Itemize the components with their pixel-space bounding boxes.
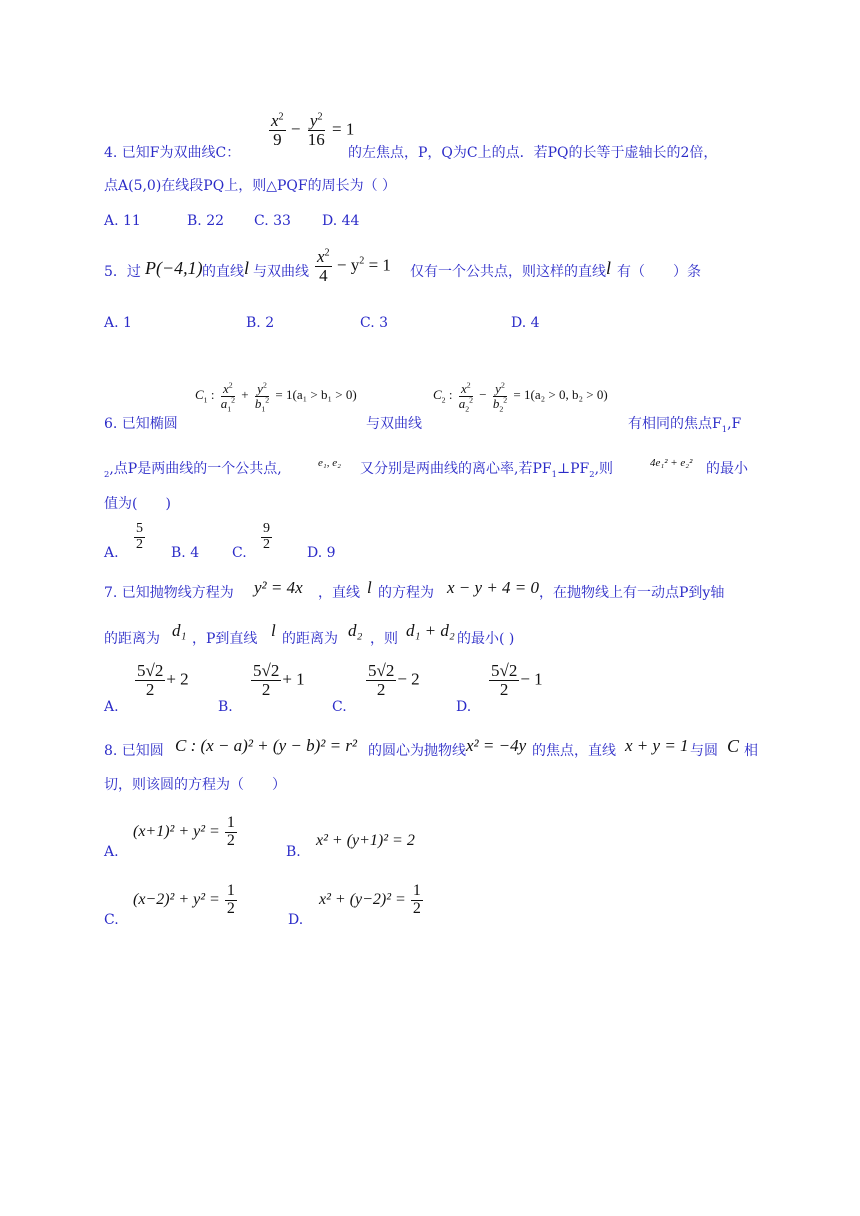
q8-opt-d-num: 1 — [412, 882, 421, 899]
q6-opt-c-num: 9 — [263, 521, 270, 536]
q7-line2-e: 的最小( ) — [457, 631, 515, 647]
q5-prefix: 5．过 — [104, 264, 141, 280]
q6-hyperbola-equation: $C_2$ : $\frac{x^2}{a_2^2}$ − $\frac{y^2}{b_2^2}$ = 1(a₂ > 0, b₂ > 0) — [433, 380, 608, 414]
q7-suffix: ，在抛物线上有一动点P到y轴 — [539, 585, 725, 601]
q4-equation: $\frac{x^2}{9}$ − $\frac{y^2}{16}$ = 1 — [271, 111, 355, 149]
q4-eq-num2: y — [309, 111, 318, 130]
q8-option-a-value — [133, 815, 238, 850]
q7-mid2: 的方程为 — [378, 585, 434, 601]
q6-line2-sub: 2 — [104, 468, 110, 479]
q7-option-d-label: D. — [456, 699, 472, 715]
q5-line-l2: l — [606, 258, 612, 278]
q8-opt-d-den: 2 — [412, 899, 421, 917]
q6-option-c-value — [260, 522, 273, 552]
q6-mid: 与双曲线 — [366, 416, 422, 432]
q6-suffix: 有相同的焦点F — [628, 416, 722, 432]
q4-eq-num1: x — [271, 111, 279, 130]
q4-option-b: B. 22 — [187, 213, 225, 229]
q6-expression: 4e₁² + e₂² — [650, 457, 693, 469]
q5-line-l: l — [244, 258, 250, 278]
q5-option-c: C. 3 — [360, 315, 389, 331]
q7-opt-c-tail: − 2 — [397, 669, 420, 689]
q7-line-l: l — [367, 578, 372, 597]
q7-opt-b-num: 5√2 — [253, 661, 280, 680]
q7-line2-b: ，P到直线 — [192, 631, 258, 647]
q8-option-d-label: D. — [288, 912, 304, 928]
q8-line: x + y = 1 — [625, 736, 689, 755]
q8-opt-c-num: 1 — [226, 882, 235, 899]
q6-option-d: D. 9 — [307, 545, 336, 561]
q8-option-b-label: B. — [286, 844, 301, 860]
q7-opt-a-tail: + 2 — [166, 669, 189, 689]
q4-option-c: C. 33 — [254, 213, 291, 229]
q6-line2-d: 的最小 — [706, 461, 748, 477]
q6-prefix: 6. 已知椭圆 — [104, 416, 178, 432]
q8-mid3: 与圆 — [690, 743, 718, 759]
q6-eccentricities: e₁, e₂ — [318, 457, 341, 469]
q8-mid1: 的圆心为抛物线 — [368, 743, 466, 759]
q7-d2: d₂ — [348, 621, 363, 640]
q5-mid3: 仅有一个公共点，则这样的直线 — [410, 264, 606, 280]
q5-option-a: A. 1 — [104, 315, 132, 331]
q7-option-a-value — [134, 662, 189, 699]
q7-line2-a: 的距离为 — [104, 631, 160, 647]
q6-opt-a-den: 2 — [136, 536, 143, 552]
q7-line-l2: l — [271, 621, 276, 640]
q7-mid1: ，直线 — [318, 585, 360, 601]
q7-line2-d: ，则 — [370, 631, 398, 647]
q7-option-b-value — [250, 662, 305, 699]
q6-opt-c-den: 2 — [263, 536, 270, 552]
q8-opt-a-lhs: (x+1)² + y² = — [133, 822, 220, 840]
q4-line1-suffix: 的左焦点，P，Q为C上的点．若PQ的长等于虚轴长的2倍， — [348, 145, 718, 161]
q8-opt-c-lhs: (x−2)² + y² = — [133, 890, 220, 908]
q8-option-d-value — [319, 883, 424, 918]
q5-mid2: 与双曲线 — [253, 264, 309, 280]
q7-opt-d-tail: − 1 — [520, 669, 543, 689]
q6-option-b: B. 4 — [171, 545, 200, 561]
q5-eq-den: 4 — [319, 265, 328, 285]
q4-eq-rhs: = 1 — [331, 119, 355, 139]
q7-opt-b-tail: + 1 — [282, 669, 305, 689]
q8-line2: 切，则该圆的方程为（ ） — [104, 777, 286, 793]
q4-eq-den1: 9 — [273, 129, 282, 149]
q5-eq-rhs: = 1 — [368, 255, 391, 275]
q8-option-c-value — [133, 883, 238, 918]
q6-pf1-sub: 1 — [551, 468, 557, 479]
q7-sum: d₁ + d₂ — [406, 621, 455, 640]
q5-option-d: D. 4 — [511, 315, 540, 331]
q5-eq-tail: − y — [336, 255, 360, 275]
q8-parabola: x² = −4y — [466, 736, 527, 755]
q5-suffix: 有（ ）条 — [617, 264, 701, 280]
q8-opt-a-den: 2 — [226, 831, 235, 849]
q6-line2-c: ,则 — [594, 461, 614, 477]
q8-circle-equation: C : (x − a)² + (y − b)² = r² — [175, 736, 358, 755]
q8-option-c-label: C. — [104, 912, 119, 928]
q6-c2-condition: = 1(a₂ > 0, b₂ > 0) — [513, 387, 608, 403]
q5-equation: $\frac{x^2}{4}$ − $y^2 = 1$ — [317, 247, 391, 285]
q6-line2-b: 又分别是两曲线的离心率,若PF — [360, 461, 552, 477]
q7-parabola: y² = 4x — [254, 578, 303, 597]
q6-c1-condition: = 1(a₁ > b₁ > 0) — [275, 387, 357, 403]
q5-mid1: 的直线 — [202, 264, 244, 280]
q7-opt-c-num: 5√2 — [368, 661, 395, 680]
q6-opt-a-num: 5 — [136, 521, 143, 536]
q7-opt-a-den: 2 — [145, 679, 155, 699]
q5-point: P(−4,1) — [145, 258, 203, 278]
q7-prefix: 7. 已知抛物线方程为 — [104, 585, 234, 601]
q6-line2-b-wrap — [360, 459, 613, 479]
q6-suffix2: ,F — [727, 416, 742, 432]
q6-option-c-label: C. — [232, 545, 247, 561]
q6-option-a-value — [133, 522, 146, 552]
q8-circle-c: C — [727, 736, 740, 756]
q6-line3: 值为( ) — [104, 496, 171, 512]
q4-eq-den2: 16 — [307, 129, 325, 149]
q7-option-b-label: B. — [218, 699, 233, 715]
q8-opt-a-num: 1 — [226, 814, 235, 831]
q6-c2: C — [433, 387, 442, 403]
q6-c1: C — [195, 387, 204, 403]
q6-line2 — [104, 459, 282, 479]
q6-perp: ⊥PF — [556, 461, 590, 477]
q6-suffix-sub: 1 — [721, 423, 728, 434]
q7-option-c-value — [365, 662, 420, 699]
q7-option-c-label: C. — [332, 699, 347, 715]
q8-mid2: 的焦点，直线 — [532, 743, 616, 759]
q7-line2-c: 的距离为 — [282, 631, 338, 647]
q8-option-b-value: x² + (y+1)² = 2 — [316, 832, 415, 849]
q8-opt-d-lhs: x² + (y−2)² = — [319, 890, 406, 908]
q7-option-a-label: A. — [104, 699, 119, 715]
q4-line2: 点A(5,0)在线段PQ上，则△PQF的周长为（ ） — [104, 178, 397, 194]
q6-option-a-label: A. — [104, 545, 119, 561]
q6-line2-a: ,点P是两曲线的一个公共点, — [109, 461, 282, 477]
q6-ellipse-equation: $C_1$ : $\frac{x^2}{a_1^2}$ + $\frac{y^2}{b_1^2}$ = 1(a₁ > b₁ > 0) — [195, 380, 357, 414]
q8-opt-c-den: 2 — [226, 899, 235, 917]
q7-line-equation: x − y + 4 = 0 — [447, 578, 540, 597]
q4-line1-prefix: 4. 已知F为双曲线C： — [104, 145, 241, 161]
q7-opt-d-den: 2 — [499, 679, 509, 699]
q8-option-a-label: A. — [104, 844, 119, 860]
q7-opt-b-den: 2 — [261, 679, 271, 699]
q7-d1: d₁ — [172, 621, 187, 640]
q7-opt-d-num: 5√2 — [491, 661, 518, 680]
q7-opt-a-num: 5√2 — [137, 661, 164, 680]
q5-option-b: B. 2 — [246, 315, 275, 331]
q7-option-d-value — [488, 662, 543, 699]
q6-pf2-sub: 2 — [589, 468, 595, 479]
q5-eq-num: x — [317, 247, 325, 266]
q4-option-d: D. 44 — [322, 213, 360, 229]
q4-option-a: A. 11 — [104, 213, 141, 229]
q6-suffix-line1 — [628, 414, 741, 434]
q8-prefix: 8. 已知圆 — [104, 743, 164, 759]
q8-suffix: 相 — [744, 743, 758, 759]
q7-opt-c-den: 2 — [376, 679, 386, 699]
